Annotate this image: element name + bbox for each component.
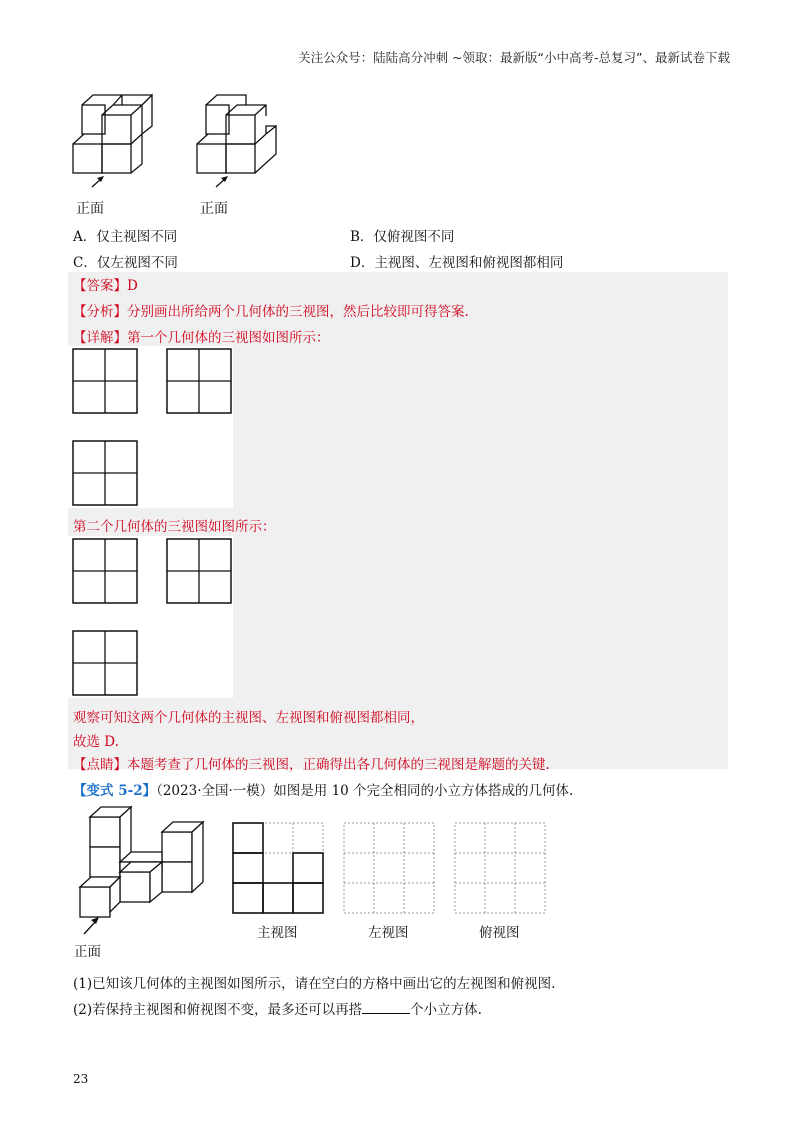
comment-line — [73, 753, 550, 773]
view-grid-2c — [72, 630, 138, 696]
choose-line: 故选 D. — [73, 734, 119, 750]
question-2 — [73, 998, 482, 1018]
comment-tag: 【点睛】 — [73, 757, 127, 773]
main-view-grid — [232, 822, 326, 916]
front-caption-2: 正面 — [200, 201, 228, 217]
page-header: 关注公众号：陆陆高分冲刺 ~领取：最新版“小中高考-总复习”、最新试卷下载 — [298, 50, 730, 65]
cube-structure-figure-1 — [70, 92, 160, 192]
ten-cube-structure-figure — [74, 804, 214, 954]
view-grid-2a — [72, 538, 138, 604]
option-c: C．仅左视图不同 — [73, 255, 178, 271]
ten-cube-front-label: 正面 — [74, 944, 101, 960]
view-grid-1c — [72, 440, 138, 506]
option-d: D．主视图、左视图和俯视图都相同 — [350, 255, 564, 271]
detail-line — [73, 326, 330, 346]
answer-value: D — [127, 278, 138, 294]
answer-line — [73, 274, 138, 294]
front-caption-1: 正面 — [76, 201, 104, 217]
cube-structure-figure-2 — [194, 92, 284, 192]
question-2-text-a: (2)若保持主视图和俯视图不变，最多还可以再搭 — [73, 1002, 363, 1018]
answer-blank[interactable] — [362, 1001, 410, 1014]
variant-source: （2023·全国·一模） — [156, 783, 274, 799]
variant-stem: 如图是用 10 个完全相同的小立方体搭成的几何体. — [273, 783, 574, 799]
top-view-label: 俯视图 — [479, 925, 520, 941]
analysis-line — [73, 300, 469, 320]
option-a: A．仅主视图不同 — [73, 229, 178, 245]
question-2-text-b: 个小立方体. — [410, 1002, 482, 1018]
top-view-grid[interactable] — [454, 822, 548, 916]
second-geometry-line: 第二个几何体的三视图如图所示： — [73, 519, 276, 535]
analysis-text: 分别画出所给两个几何体的三视图，然后比较即可得答案. — [127, 304, 469, 320]
detail-tag: 【详解】 — [73, 330, 127, 346]
page-number: 23 — [73, 1072, 89, 1086]
option-b: B．仅俯视图不同 — [350, 229, 455, 245]
view-grid-2b — [166, 538, 232, 604]
variant-stem-line — [73, 779, 573, 799]
variant-tag: 【变式 5-2】 — [73, 783, 157, 799]
detail-text: 第一个几何体的三视图如图所示： — [127, 330, 330, 346]
left-view-grid[interactable] — [343, 822, 437, 916]
analysis-tag: 【分析】 — [73, 304, 127, 320]
observe-line: 观察可知这两个几何体的主视图、左视图和俯视图都相同， — [73, 710, 424, 726]
view-grid-1b — [166, 348, 232, 414]
question-1: (1)已知该几何体的主视图如图所示，请在空白的方格中画出它的左视图和俯视图. — [73, 976, 556, 992]
comment-text: 本题考查了几何体的三视图，正确得出各几何体的三视图是解题的关键. — [127, 757, 550, 773]
answer-tag: 【答案】 — [73, 278, 127, 294]
main-view-label: 主视图 — [257, 925, 298, 941]
left-view-label: 左视图 — [368, 925, 409, 941]
view-grid-1a — [72, 348, 138, 414]
